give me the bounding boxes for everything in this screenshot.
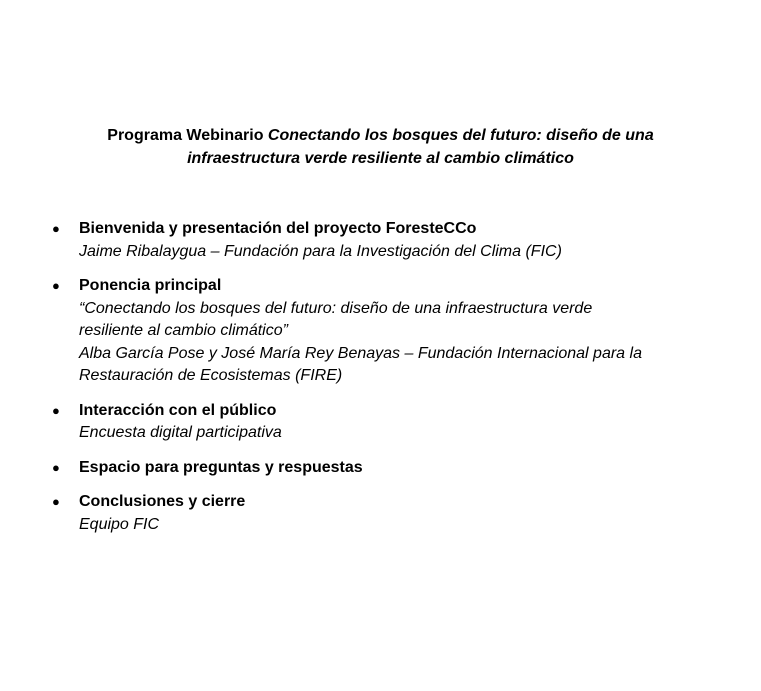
agenda-item-detail: Restauración de Ecosistemas (FIRE): [79, 367, 343, 384]
agenda-item-heading: Espacio para preguntas y respuestas: [79, 458, 363, 476]
bullet-icon: ●: [52, 459, 60, 475]
agenda-item-detail: resiliente al cambio climático”: [79, 322, 288, 339]
agenda-item-detail: “Conectando los bosques del futuro: diseño de una infraestructura verde: [79, 299, 593, 317]
agenda-item-keynote: [0, 275, 761, 388]
agenda-item-closing: [0, 491, 761, 536]
agenda-item-detail: Equipo FIC: [79, 515, 160, 533]
bullet-icon: ●: [52, 494, 60, 509]
agenda-item-detail: Encuesta digital participativa: [79, 424, 282, 441]
agenda-item-detail: Jaime Ribalaygua – Fundación para la Investigación del Clima (FIC): [79, 242, 562, 260]
title-theme-line-1: Conectando los bosques del futuro: diseño de una: [267, 127, 654, 144]
agenda-item-interaction: [0, 400, 761, 445]
bullet-icon: ●: [52, 402, 60, 418]
agenda-item-heading: Bienvenida y presentación del proyecto ForesteCCo: [79, 220, 477, 237]
title-theme-line-2: infraestructura verde resiliente al cambio climático: [187, 150, 574, 167]
page-title: [0, 124, 761, 170]
agenda-item-heading: Ponencia principal: [79, 277, 222, 294]
title-lead: Programa Webinario: [107, 127, 268, 144]
agenda-item-detail: Alba García Pose y José María Rey Benayas – Fundación Internacional para la: [79, 344, 642, 362]
agenda-list: [0, 218, 761, 548]
bullet-icon: ●: [52, 221, 60, 236]
agenda-item-qa: [0, 457, 761, 480]
agenda-item-heading: Interacción con el público: [79, 401, 277, 419]
agenda-item-heading: Conclusiones y cierre: [79, 493, 246, 510]
bullet-icon: ●: [52, 278, 60, 293]
agenda-item-welcome: [0, 218, 761, 263]
